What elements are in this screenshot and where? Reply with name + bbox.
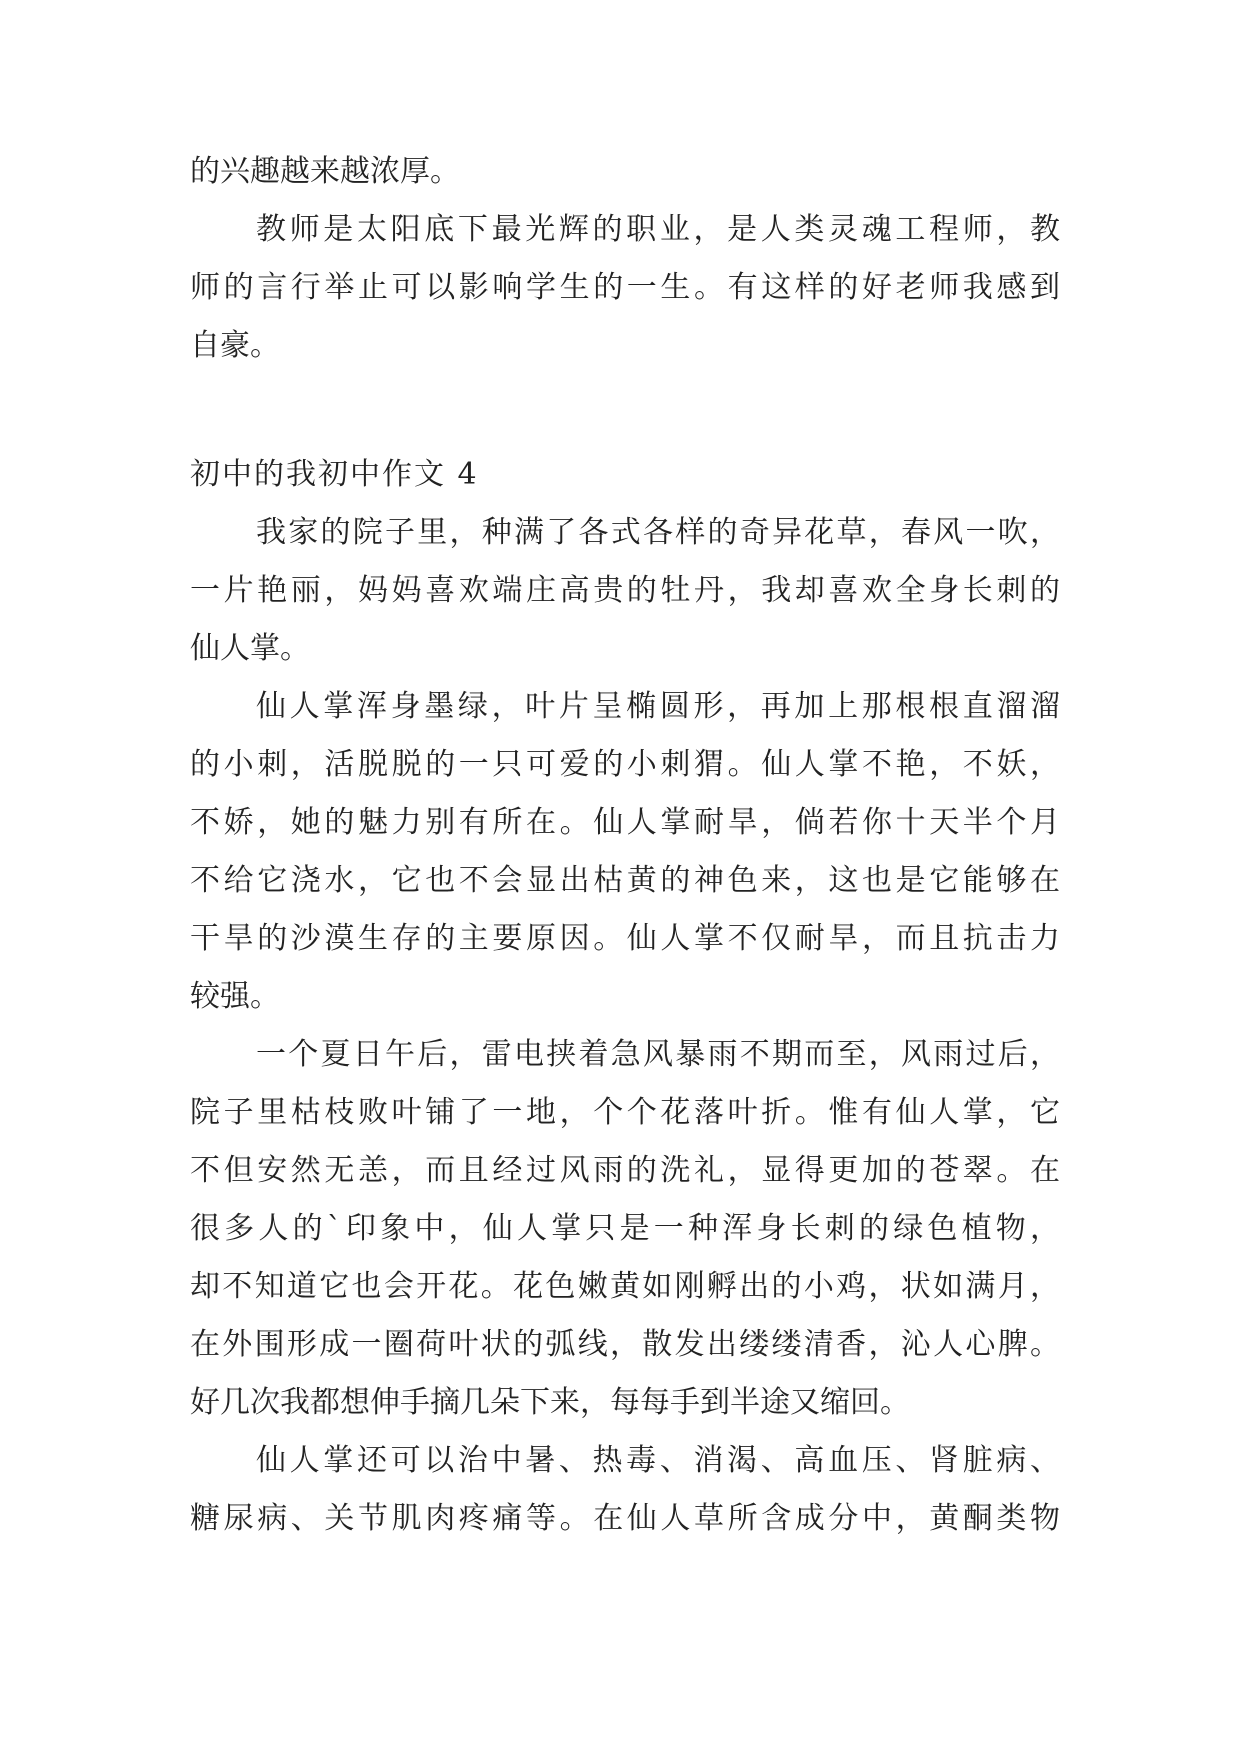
text-line: 好几次我都想伸手摘几朵下来，每每手到半途又缩回。	[190, 1385, 910, 1420]
text-line: 在外围形成一圈荷叶状的弧线，散发出缕缕清香，沁人心脾。	[190, 1327, 1060, 1362]
paragraph-first-line: 仙人掌还可以治中暑、热毒、消渴、高血压、肾脏病、	[256, 1443, 1060, 1478]
paragraph-first-line: 仙人掌浑身墨绿，叶片呈椭圆形，再加上那根根直溜溜	[256, 689, 1060, 724]
text-line: 的兴趣越来越浓厚。	[190, 154, 460, 189]
text-line: 不但安然无恙，而且经过风雨的洗礼，显得更加的苍翠。在	[190, 1153, 1060, 1188]
text-line: 不给它浇水，它也不会显出枯黄的神色来，这也是它能够在	[190, 863, 1060, 898]
text-line: 不娇，她的魅力别有所在。仙人掌耐旱，倘若你十天半个月	[190, 805, 1060, 840]
text-line: 很多人的`印象中，仙人掌只是一种浑身长刺的绿色植物，	[190, 1211, 1060, 1246]
paragraph-first-line: 我家的院子里，种满了各式各样的奇异花草，春风一吹，	[256, 515, 1060, 550]
text-line: 糖尿病、关节肌肉疼痛等。在仙人草所含成分中，黄酮类物	[190, 1501, 1060, 1536]
paragraph-first-line: 一个夏日午后，雷电挟着急风暴雨不期而至，风雨过后，	[256, 1037, 1060, 1072]
section-heading: 初中的我初中作文 4	[190, 457, 479, 492]
text-line: 较强。	[190, 979, 280, 1014]
text-line: 干旱的沙漠生存的主要原因。仙人掌不仅耐旱，而且抗击力	[190, 921, 1060, 956]
text-line: 师的言行举止可以影响学生的一生。有这样的好老师我感到	[190, 270, 1060, 305]
text-line: 一片艳丽，妈妈喜欢端庄高贵的牡丹，我却喜欢全身长刺的	[190, 573, 1060, 608]
text-line: 仙人掌。	[190, 631, 310, 666]
paragraph-first-line: 教师是太阳底下最光辉的职业，是人类灵魂工程师，教	[256, 212, 1060, 247]
text-line: 院子里枯枝败叶铺了一地，个个花落叶折。惟有仙人掌，它	[190, 1095, 1060, 1130]
text-line: 却不知道它也会开花。花色嫩黄如刚孵出的小鸡，状如满月，	[190, 1269, 1060, 1304]
text-line: 自豪。	[190, 328, 280, 363]
text-line: 的小刺，活脱脱的一只可爱的小刺猬。仙人掌不艳，不妖，	[190, 747, 1060, 782]
